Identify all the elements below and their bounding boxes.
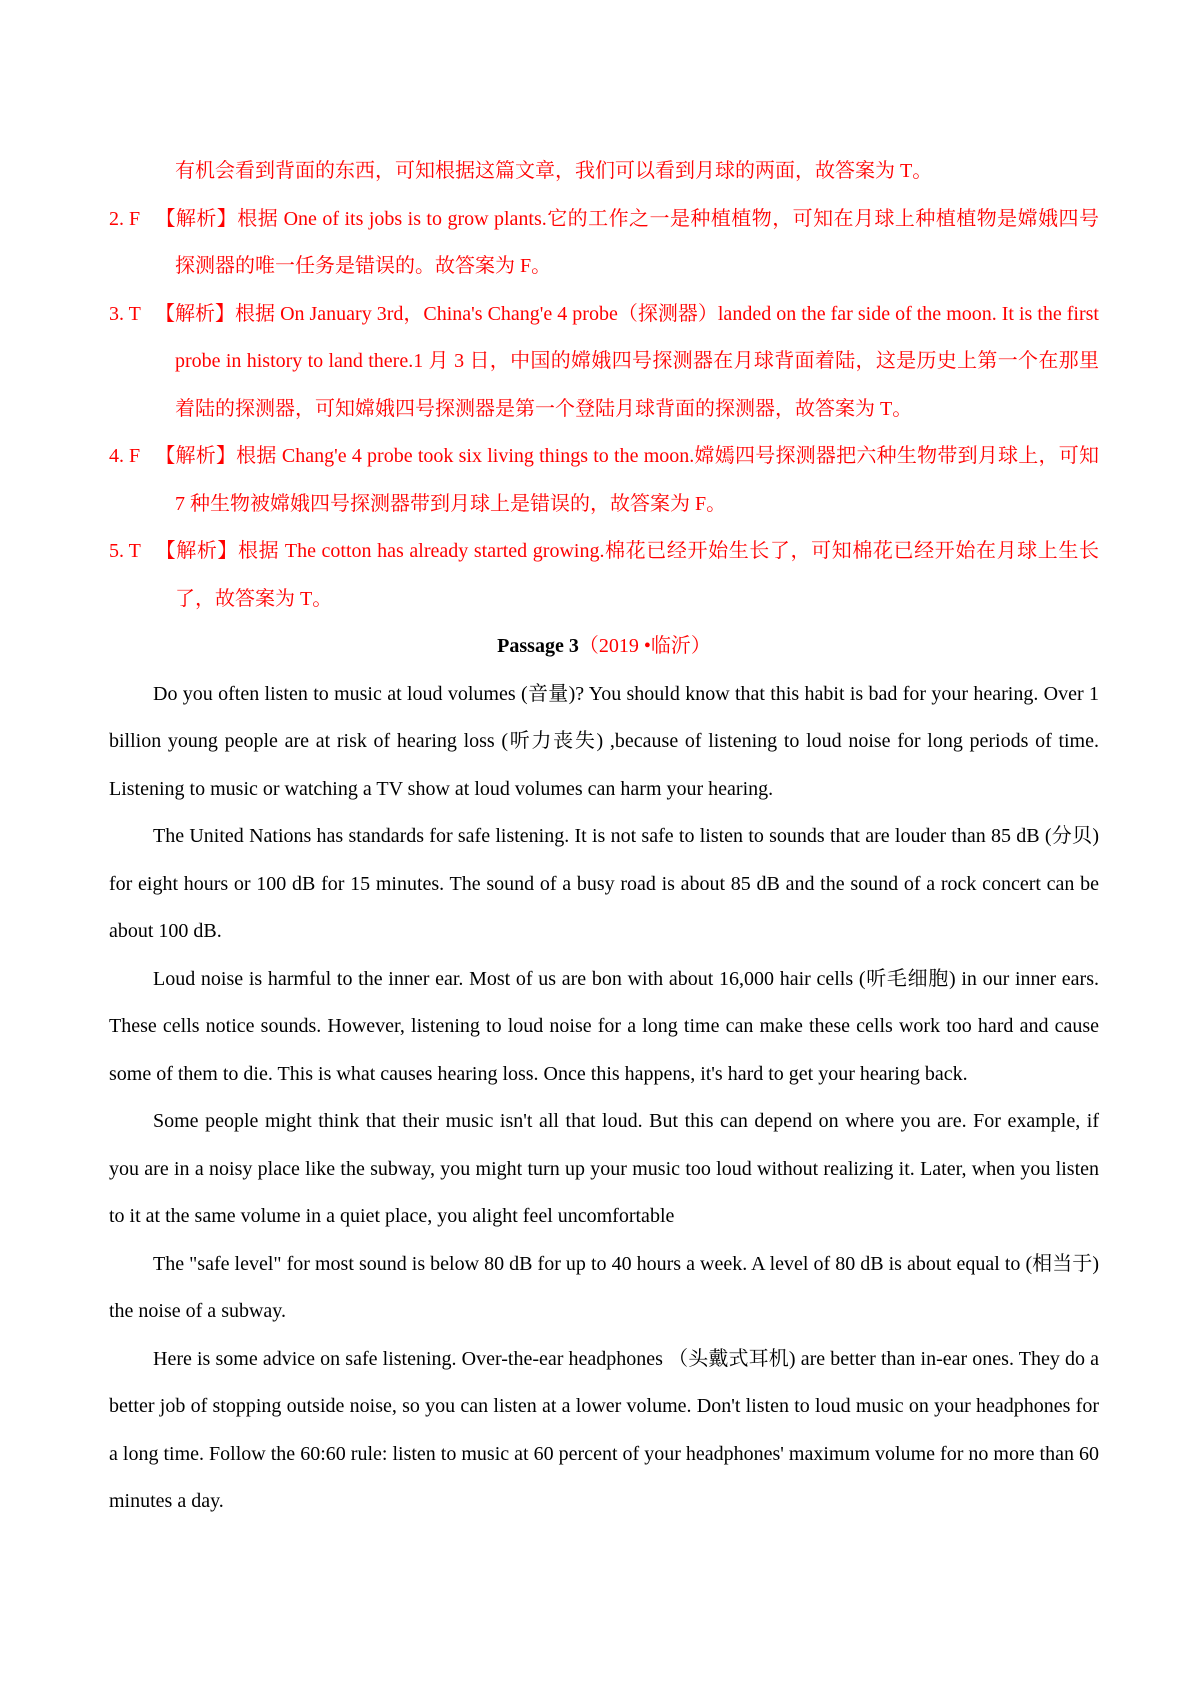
passage-paragraph: Do you often listen to music at loud volumes (音量)? You should know that this habit is bad for your hearing. Over 1 billion young people are at risk of hearing loss (听力丧失) ,because of listening to loud noise for long periods of time. Listening to music or watching a TV show at loud volumes can harm your hearing.: [109, 682, 1099, 800]
answer-number: 3. T: [109, 302, 141, 325]
passage-paragraph: Here is some advice on safe listening. Over-the-ear headphones （头戴式耳机) are better than in-ear ones. They do a better job of stopping outside noise, so you can listen at a lower volume. Don't listen to loud music on your headphones for a long time. Follow the 60:60 rule: listen to music at 60 percent of your headphones' maximum volume for no more than 60 minutes a day.: [109, 1347, 1099, 1512]
passage-paragraph: The United Nations has standards for safe listening. It is not safe to listen to sounds that are louder than 85 dB (分贝) for eight hours or 100 dB for 15 minutes. The sound of a busy road is about 85 dB and the sound of a rock concert can be about 100 dB.: [109, 825, 1099, 942]
answer-item-5: [109, 528, 1099, 623]
answer-item-2: [109, 196, 1099, 291]
answer-explanation: 【解析】根据 One of its jobs is to grow plants.它的工作之一是种植植物，可知在月球上种植植物是嫦娥四号探测器的唯一任务是错误的。故答案为 F。: [155, 207, 1099, 277]
answer-item-4: [109, 433, 1099, 528]
answer-number: 2. F: [109, 207, 141, 230]
answer-explanation: 【解析】根据 On January 3rd，China's Chang'e 4 probe（探测器）landed on the far side of the moon. It is the first probe in history to land there.1 月 3 日，中国的嫦娥四号探测器在月球背面着陆，这是历史上第一个在那里着陆的探测器，可知嫦娥四号探测器是第一个登陆月球背面的探测器，故答案为 T。: [155, 302, 1099, 420]
answer-explanation: 【解析】根据 Chang'e 4 probe took six living things to the moon.嫦嫣四号探测器把六种生物带到月球上，可知 7 种生物被嫦娥四号探测器带到月球上是错误的，故答案为 F。: [155, 445, 1099, 515]
passage-name: Passage 3: [497, 635, 579, 657]
answer-number: 5. T: [109, 540, 141, 562]
passage-paragraph: Some people might think that their music isn't all that loud. But this can depend on where you are. For example, if you are in a noisy place like the subway, you might turn up your music too loud without realizing it. Later, when you listen to it at the same volume in a quiet place, you alight feel uncomfortable: [109, 1110, 1099, 1227]
answer-item-3: [109, 291, 1099, 434]
passage-paragraph: Loud noise is harmful to the inner ear. Most of us are bon with about 16,000 hair cells (听毛细胞) in our inner ears. These cells notice sounds. However, listening to loud noise for a long time can make these cells work too hard and cause some of them to die. This is what causes hearing loss. Once this happens, it's hard to get your hearing back.: [109, 967, 1099, 1085]
document-page: [109, 148, 1099, 1526]
answer-explanation: 【解析】根据 The cotton has already started growing.棉花已经开始生长了，可知棉花已经开始在月球上生长了，故答案为 T。: [155, 540, 1099, 610]
answer-number: 4. F: [109, 445, 141, 467]
passage-paragraph: The "safe level" for most sound is below 80 dB for up to 40 hours a week. A level of 80 dB is about equal to (相当于) the noise of a subway.: [109, 1252, 1099, 1322]
passage-source: （2019 •临沂）: [578, 635, 711, 657]
passage-title: [109, 623, 1099, 671]
answer-1-continuation: 有机会看到背面的东西，可知根据这篇文章，我们可以看到月球的两面，故答案为 T。: [175, 160, 933, 182]
